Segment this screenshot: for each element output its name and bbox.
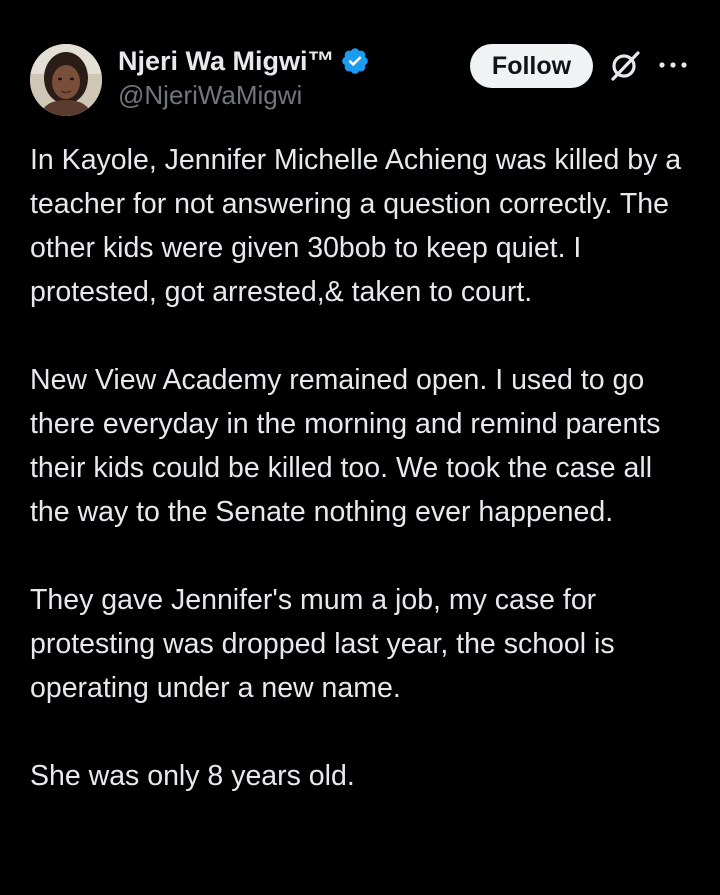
author-name-row[interactable] — [118, 44, 370, 78]
follow-button[interactable]: Follow — [470, 44, 593, 88]
author-display-name[interactable]: Njeri Wa Migwi™ — [118, 45, 335, 76]
tweet-paragraph: New View Academy remained open. I used to go there everyday in the morning and remind parents their kids could be killed too. We took the case all the way to the Senate nothing ever happened. — [30, 364, 661, 528]
grok-icon[interactable] — [608, 48, 642, 82]
author-handle[interactable]: @NjeriWaMigwi — [118, 80, 303, 110]
avatar[interactable] — [30, 44, 102, 116]
more-options-icon[interactable] — [656, 52, 690, 78]
avatar-image — [30, 44, 102, 116]
tweet-paragraph: They gave Jennifer's mum a job, my case for protesting was dropped last year, the school is operating under a new name. — [30, 584, 615, 704]
verified-badge-icon — [340, 46, 370, 76]
tweet-paragraph: She was only 8 years old. — [30, 760, 355, 792]
tweet-paragraph: In Kayole, Jennifer Michelle Achieng was killed by a teacher for not answering a question correctly. The other kids were given 30bob to keep quiet. I protested, got arrested,& taken to court. — [30, 144, 682, 308]
tweet-text — [30, 138, 692, 842]
